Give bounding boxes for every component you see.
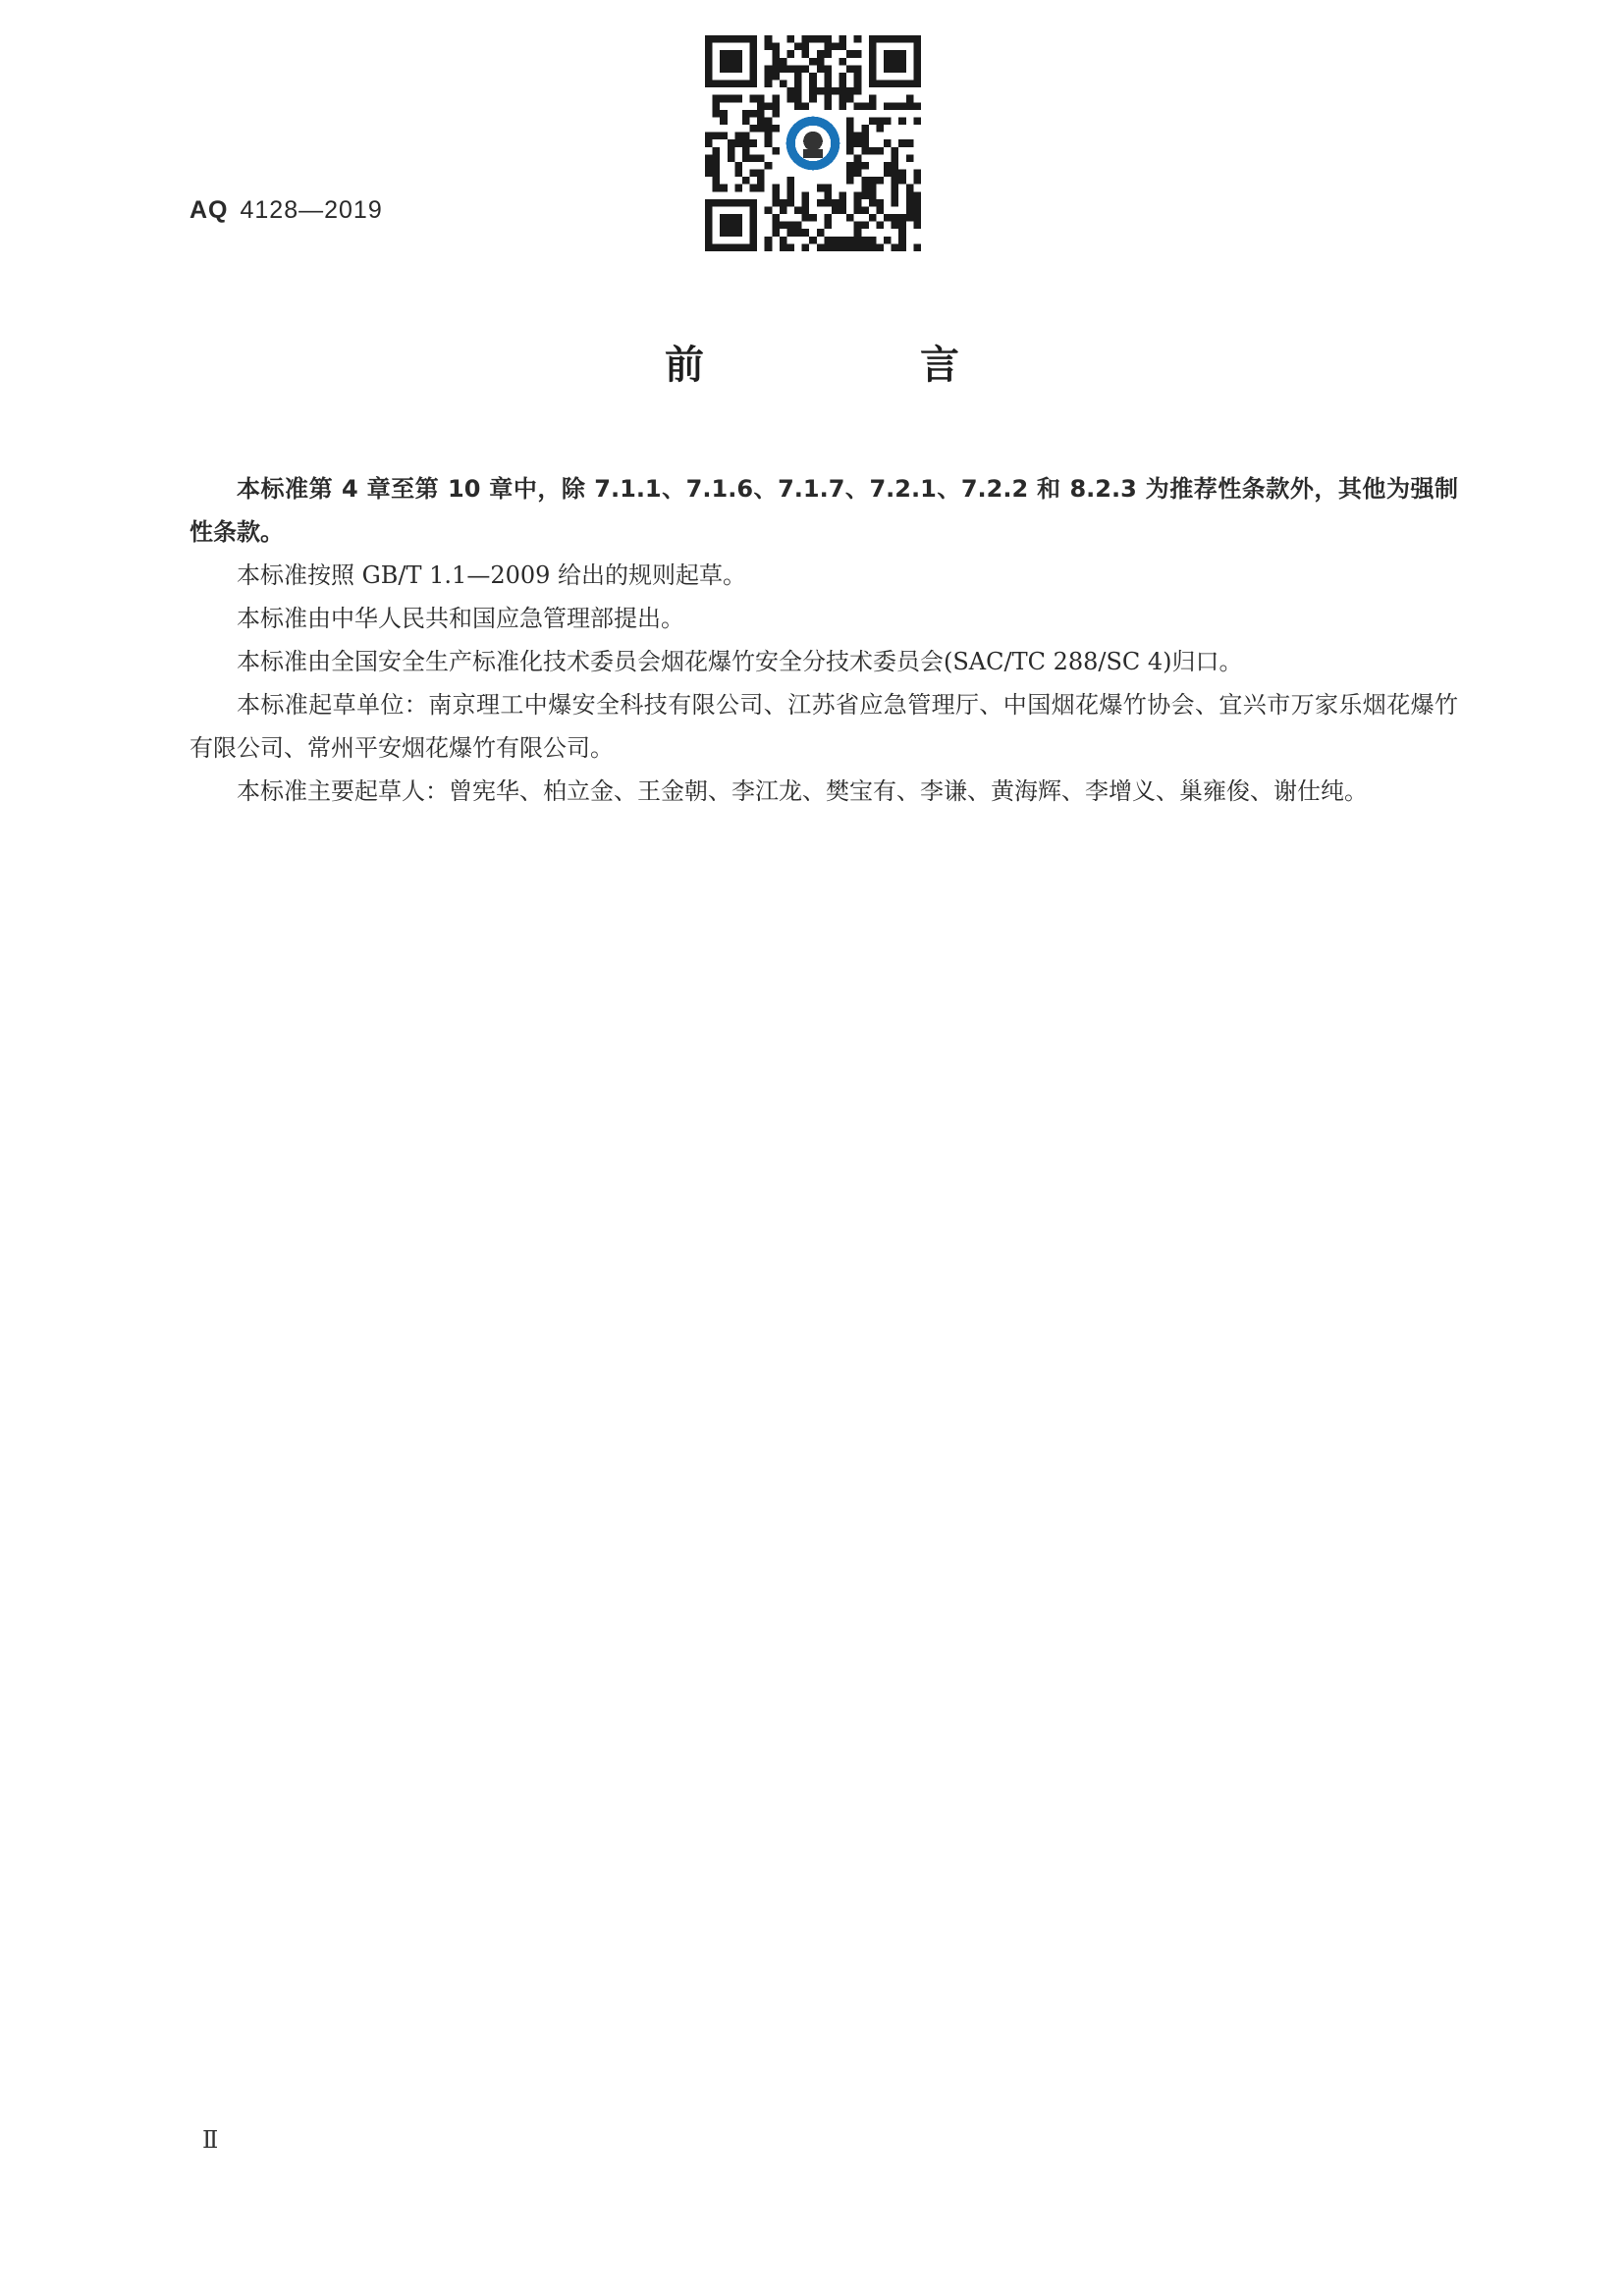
paragraph-drafters: 本标准主要起草人：曾宪华、柏立金、王金朝、李江龙、樊宝有、李谦、黄海辉、李增义、巢雍俊、谢仕纯。 (237, 777, 1368, 805)
standard-number: 4128—2019 (240, 196, 383, 224)
paragraph-drafting-units: 本标准起草单位：南京理工中爆安全科技有限公司、江苏省应急管理厅、中国烟花爆竹协会、宜兴市万家乐烟花爆竹有限公司、常州平安烟花爆竹有限公司。 (189, 691, 1458, 762)
paragraph-drafting-rules: 本标准按照 GB/T 1.1—2009 给出的规则起草。 (237, 561, 747, 589)
standard-prefix: AQ (189, 196, 229, 224)
page-title: 前 言 (665, 343, 1048, 388)
standard-code (189, 196, 383, 225)
paragraph-proposer: 本标准由中华人民共和国应急管理部提出。 (237, 605, 684, 632)
paragraph-committee: 本标准由全国安全生产标准化技术委员会烟花爆竹安全分技术委员会(SAC/TC 288/SC 4)归口。 (237, 648, 1243, 675)
foreword-body (189, 467, 1458, 813)
page-number: Ⅱ (202, 2126, 219, 2154)
paragraph-mandatory-clauses: 本标准第 4 章至第 10 章中，除 7.1.1、7.1.6、7.1.7、7.2.1、7.2.2 和 8.2.3 为推荐性条款外，其他为强制性条款。 (189, 475, 1458, 546)
qr-code-icon (705, 35, 921, 251)
